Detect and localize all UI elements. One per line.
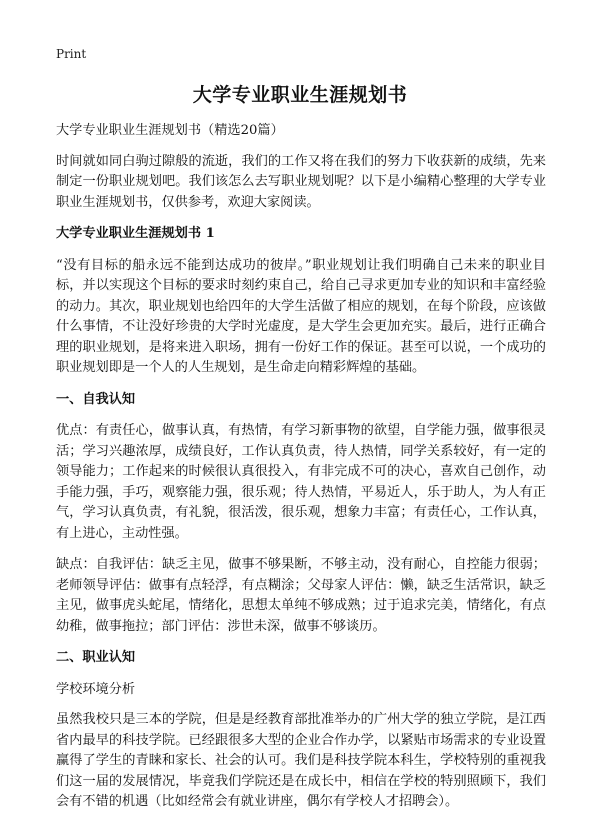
section-heading: 大学专业职业生涯规划书 1 [56, 226, 215, 241]
print-link[interactable]: Print [56, 47, 87, 61]
document-subtitle: 大学专业职业生涯规划书（精选20篇） [56, 123, 284, 138]
school-environment-paragraph: 虽然我校只是三本的学院，但是是经教育部批准举办的广州大学的独立学院，是江西省内最早的科技学院。已经跟很多大型的企业合作办学，以紧贴市场需求的专业设置赢得了学生的青睐和家长、社会的认可。我们是科技学院本科生，学校特别的重视我们这一届的发展情况，毕竟我们学院还是在成长中，相信在学校的特别照顾下，我们会有不错的机遇（比如经常会有就业讲座，偶尔有学校人才招聘会）。 [56, 712, 546, 809]
page-title: 大学专业职业生涯规划书 [192, 84, 408, 106]
self-awareness-heading: 一、自我认知 [56, 391, 136, 407]
document-body [56, 121, 546, 824]
section-paragraph: “没有目标的船永远不能到达成功的彼岸。”职业规划让我们明确自己未来的职业目标，并以实现这个目标的要求时刻约束自己，给自己寻求更加专业的知识和丰富经验的动力。其次，职业规划也给四年的大学生活做了相应的规划，在每个阶段，应该做什么事情，不让没好珍贵的大学时光虚度，是大学生会更加充实。最后，进行正确合理的职业规划，是将来进入职场，拥有一份好工作的保证。甚至可以说，一个成功的职业规划即是一个人的人生规划，是生命走向精彩辉煌的基础。 [56, 257, 546, 375]
career-awareness-heading: 二、职业认知 [56, 650, 136, 665]
weaknesses-paragraph: 缺点：自我评估：缺乏主见，做事不够果断，不够主动，没有耐心，自控能力很弱；老师领导评估：做事有点轻浮，有点糊涂；父母家人评估：懒，缺乏生活常识，缺乏主见，做事虎头蛇尾，情绪化，思想太单纯不够成熟；过于追求完美，情绪化，有点幼稚，做事拖拉；部门评估：涉世未深，做事不够谈历。 [56, 557, 546, 634]
school-environment-label: 学校环境分析 [56, 681, 136, 697]
intro-paragraph: 时间就如同白驹过隙般的流逝，我们的工作又将在我们的努力下收获新的成绩，先来制定一份职业规划吧。我们该怎么去写职业规划呢？以下是小编精心整理的大学专业职业生涯规划书，仅供参考，欢迎大家阅读。 [56, 153, 546, 210]
strengths-paragraph: 优点：有责任心，做事认真，有热情，有学习新事物的欲望，自学能力强，做事很灵活；学习兴趣浓厚，成绩良好，工作认真负责，待人热情，同学关系较好，有一定的领导能力；工作起来的时候很认真很投入，有非完成不可的决心，喜欢自己创作，动手能力强，手巧，观察能力强，很乐观；待人热情，平易近人，乐于助人，为人有正气，学习认真负责，有礼貌，很活泼，很乐观，想象力丰富；有责任心，工作认真，有上进心，主动性强。 [56, 423, 546, 541]
